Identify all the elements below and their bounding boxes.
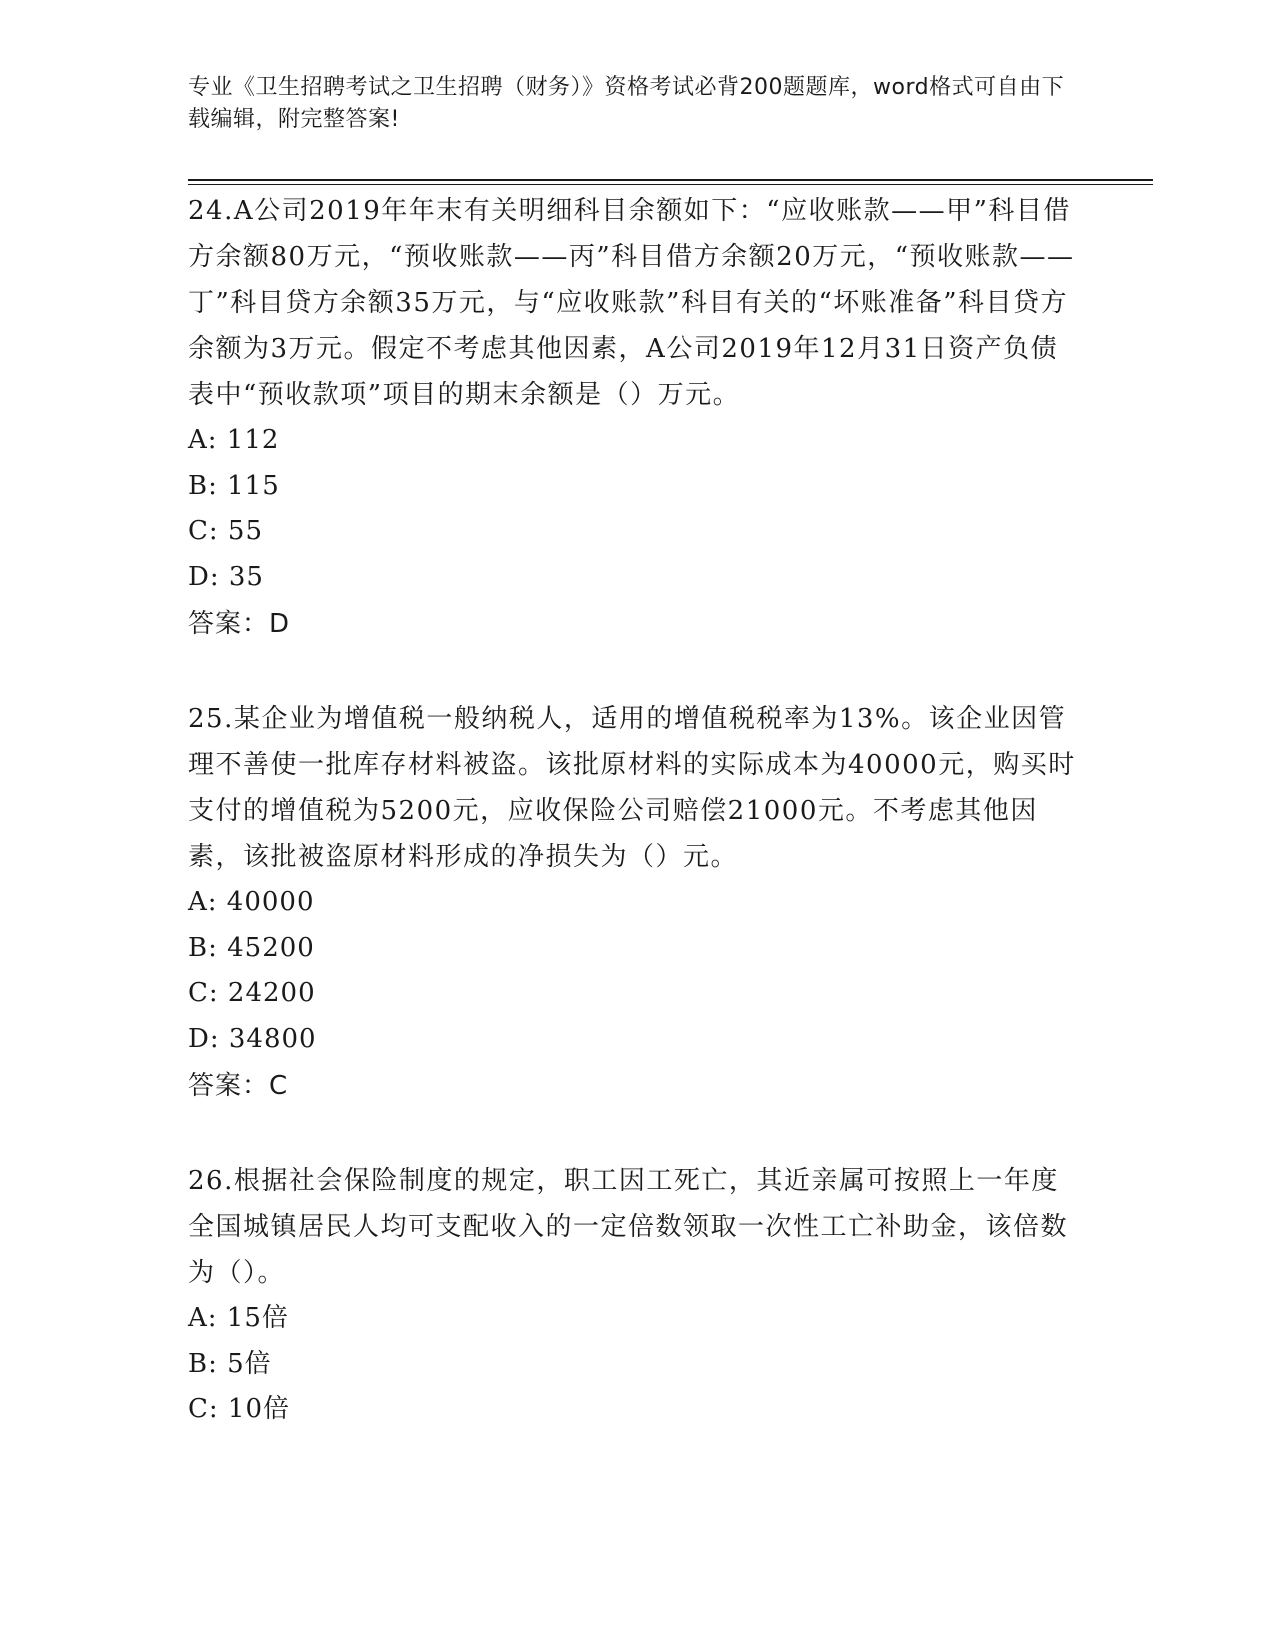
- option-c: C: 24200: [188, 978, 316, 1008]
- question-list: [188, 188, 1078, 1481]
- question-text: 26.根据社会保险制度的规定，职工因工死亡，其近亲属可按照上一年度全国城镇居民人均可支配收入的一定倍数领取一次性工亡补助金，该倍数为（）。: [188, 1166, 1069, 1288]
- document-header: 专业《卫生招聘考试之卫生招聘（财务）》资格考试必背200题题库，word格式可自由下载编辑，附完整答案!: [188, 75, 1065, 132]
- option-c: C: 55: [188, 516, 264, 546]
- option-a: A: 40000: [188, 887, 315, 917]
- question-25: [188, 696, 1078, 1110]
- question-26: [188, 1158, 1078, 1433]
- question-24: [188, 188, 1078, 648]
- option-b: B: 5倍: [188, 1348, 272, 1379]
- question-text: 24.A公司2019年年末有关明细科目余额如下：“应收账款——甲”科目借方余额80万元，“预收账款——丙”科目借方余额20万元，“预收账款——丁”科目贷方余额35万元，与“应收账款”科目有关的“坏账准备”科目贷方余额为3万元。假定不考虑其他因素，A公司2019年12月31日资产负债表中“预收款项”项目的期末余额是（）万元。: [188, 196, 1075, 410]
- option-d: D: 35: [188, 561, 264, 592]
- option-d: D: 34800: [188, 1023, 317, 1054]
- header-divider-thick: [188, 179, 1153, 181]
- option-c: C: 10倍: [188, 1394, 291, 1424]
- question-text: 25.某企业为增值税一般纳税人，适用的增值税税率为13%。该企业因管理不善使一批库存材料被盗。该批原材料的实际成本为40000元，购买时支付的增值税为5200元，应收保险公司赔偿21000元。不考虑其他因素，该批被盗原材料形成的净损失为（）元。: [188, 704, 1076, 872]
- option-b: B: 45200: [188, 932, 315, 963]
- option-b: B: 115: [188, 470, 280, 501]
- answer: 答案：C: [188, 1071, 289, 1101]
- option-a: A: 15倍: [188, 1303, 289, 1333]
- option-a: A: 112: [188, 425, 280, 455]
- answer: 答案：D: [188, 609, 291, 639]
- header-divider-thin: [188, 184, 1153, 185]
